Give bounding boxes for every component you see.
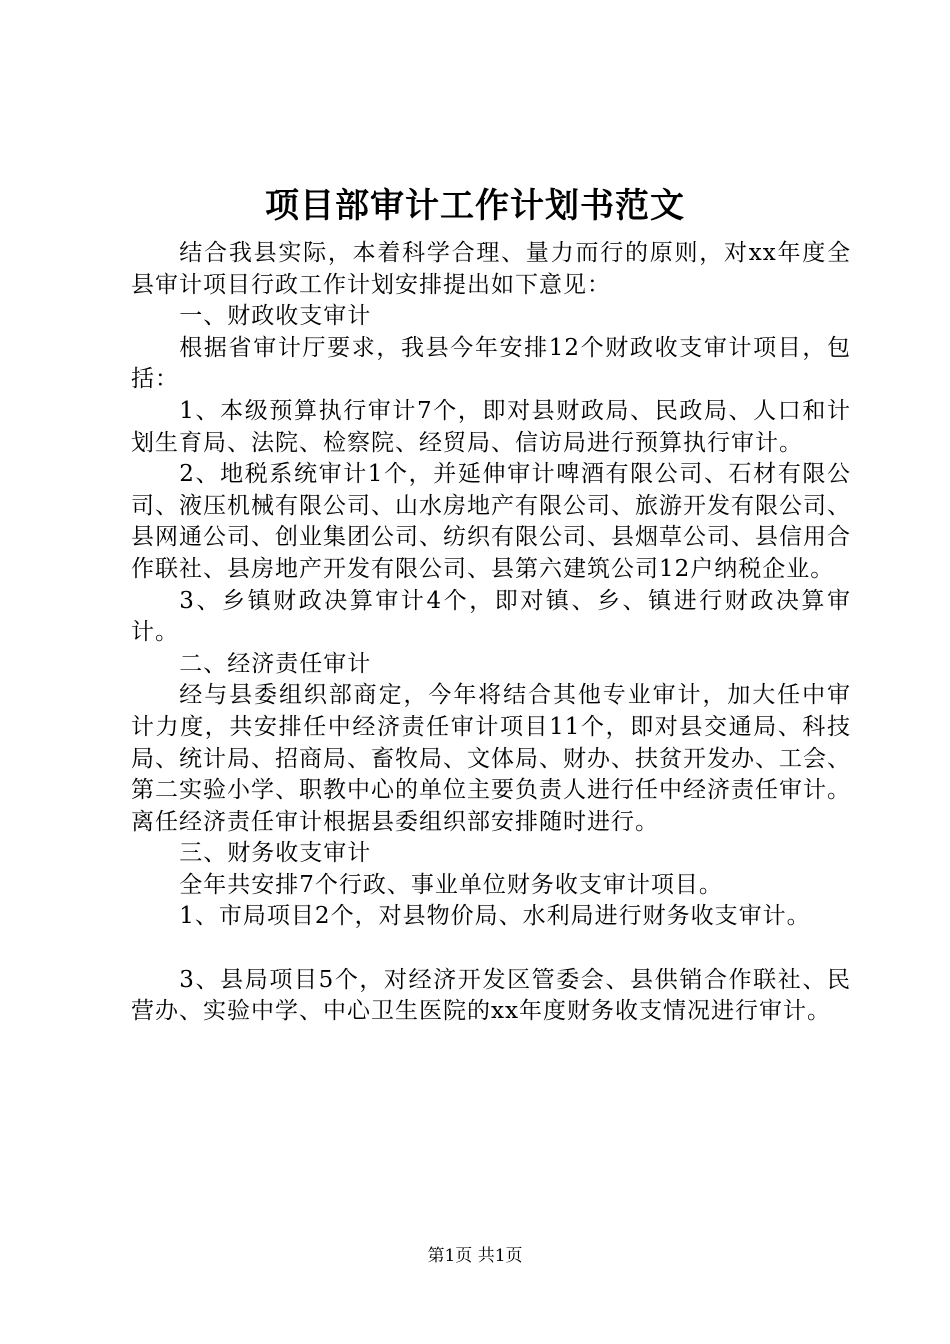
section-heading-3: 三、财务收支审计 — [179, 840, 372, 867]
paragraph: 经与县委组织部商定，今年将结合其他专业审计，加大任中审计力度，共安排任中经济责任审计项目11个，即对县交通局、科技局、统计局、招商局、畜牧局、文体局、财办、扶贫开发办、工会、第二实验小学、职教中心的单位主要负责人进行任中经济责任审计。离任经济责任审计根据县委组织部安排随时进行。 — [131, 682, 851, 835]
list-item: 1、本级预算执行审计7个，即对县财政局、民政局、人口和计划生育局、法院、检察院、经贸局、信访局进行预算执行审计。 — [131, 397, 851, 456]
blank-line — [131, 933, 851, 965]
paragraph: 全年共安排7个行政、事业单位财务收支审计项目。 — [179, 871, 723, 898]
section-heading-2: 二、经济责任审计 — [179, 650, 372, 677]
page-footer: 第1页 共1页 — [427, 1246, 523, 1266]
list-item: 1、市局项目2个，对县物价局、水利局进行财务收支审计。 — [179, 903, 811, 930]
intro-paragraph: 结合我县实际，本着科学合理、量力而行的原则，对xx年度全县审计项目行政工作计划安排提出如下意见： — [131, 240, 851, 298]
section-heading-1: 一、财政收支审计 — [179, 303, 372, 330]
list-item: 3、乡镇财政决算审计4个，即对镇、乡、镇进行财政决算审计。 — [131, 587, 851, 646]
document-body — [131, 238, 851, 1028]
paragraph: 根据省审计厅要求，我县今年安排12个财政收支审计项目，包括： — [131, 334, 851, 393]
list-item: 3、县局项目5个，对经济开发区管委会、县供销合作联社、民营办、实验中学、中心卫生医院的xx年度财务收支情况进行审计。 — [131, 966, 851, 1025]
list-item: 2、地税系统审计1个，并延伸审计啤酒有限公司、石材有限公司、液压机械有限公司、山水房地产有限公司、旅游开发有限公司、县网通公司、创业集团公司、纺织有限公司、县烟草公司、县信用合作联社、县房地产开发有限公司、县第六建筑公司12户纳税企业。 — [131, 461, 851, 582]
document-title: 项目部审计工作计划书范文 — [265, 186, 685, 226]
